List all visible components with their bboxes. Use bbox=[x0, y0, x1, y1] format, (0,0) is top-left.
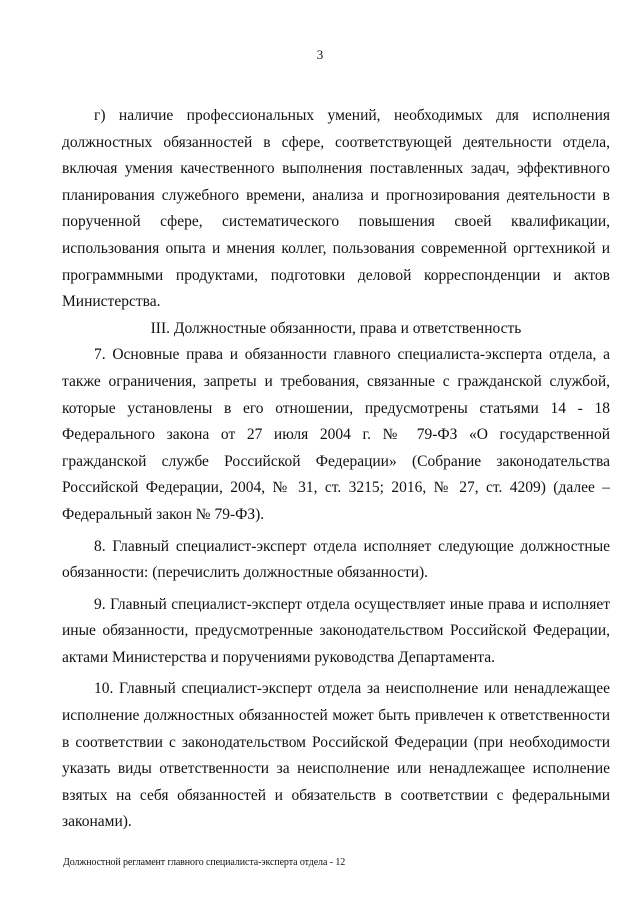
section-heading: III. Должностные обязанности, права и ответственность bbox=[150, 319, 522, 337]
paragraph-9: 9. Главный специалист-эксперт отдела осуществляет иные права и исполняет иные обязанности, предусмотренные законодательством Российской Федерации, актами Министерства и поручениями руководства Департамента. bbox=[62, 595, 610, 666]
document-body bbox=[62, 103, 610, 836]
paragraph-g: г) наличие профессиональных умений, необходимых для исполнения должностных обязанностей в сфере, соответствующей деятельности отдела, включая умения качественного выполнения поставленных задач, эффективного планирования служебного времени, анализа и прогнозирования деятельности в порученной сфере, систематического повышения своей квалификации, использования опыта и мнения коллег, пользования современной оргтехникой и программными продуктами, подготовки деловой корреспонденции и актов Министерства. bbox=[62, 107, 610, 311]
page-number: 3 bbox=[316, 47, 324, 62]
paragraph-10: 10. Главный специалист-эксперт отдела за неисполнение или ненадлежащее исполнение должностных обязанностей может быть привлечен к ответственности в соответствии с законодательством Российской Федерации (при необходимости указать виды ответственности за неисполнение или ненадлежащее исполнение взятых на себя обязанностей и обязательств в соответствии с федеральными законами). bbox=[62, 680, 610, 831]
paragraph-7: 7. Основные права и обязанности главного специалиста-эксперта отдела, а также ограничения, запреты и требования, связанные с гражданской службой, которые установлены в его отношении, предусмотрены статьями 14 - 18 Федерального закона от 27 июля 2004 г. № 79-ФЗ «О государственной гражданской службе Российской Федерации» (Собрание законодательства Российской Федерации, 2004, № 31, ст. 3215; 2016, № 27, ст. 4209) (далее – Федеральный закон № 79-ФЗ). bbox=[62, 346, 610, 523]
page-footer: Должностной регламент главного специалиста-эксперта отдела - 12 bbox=[63, 857, 346, 868]
paragraph-8: 8. Главный специалист-эксперт отдела исполняет следующие должностные обязанности: (перечислить должностные обязанности). bbox=[62, 537, 610, 582]
